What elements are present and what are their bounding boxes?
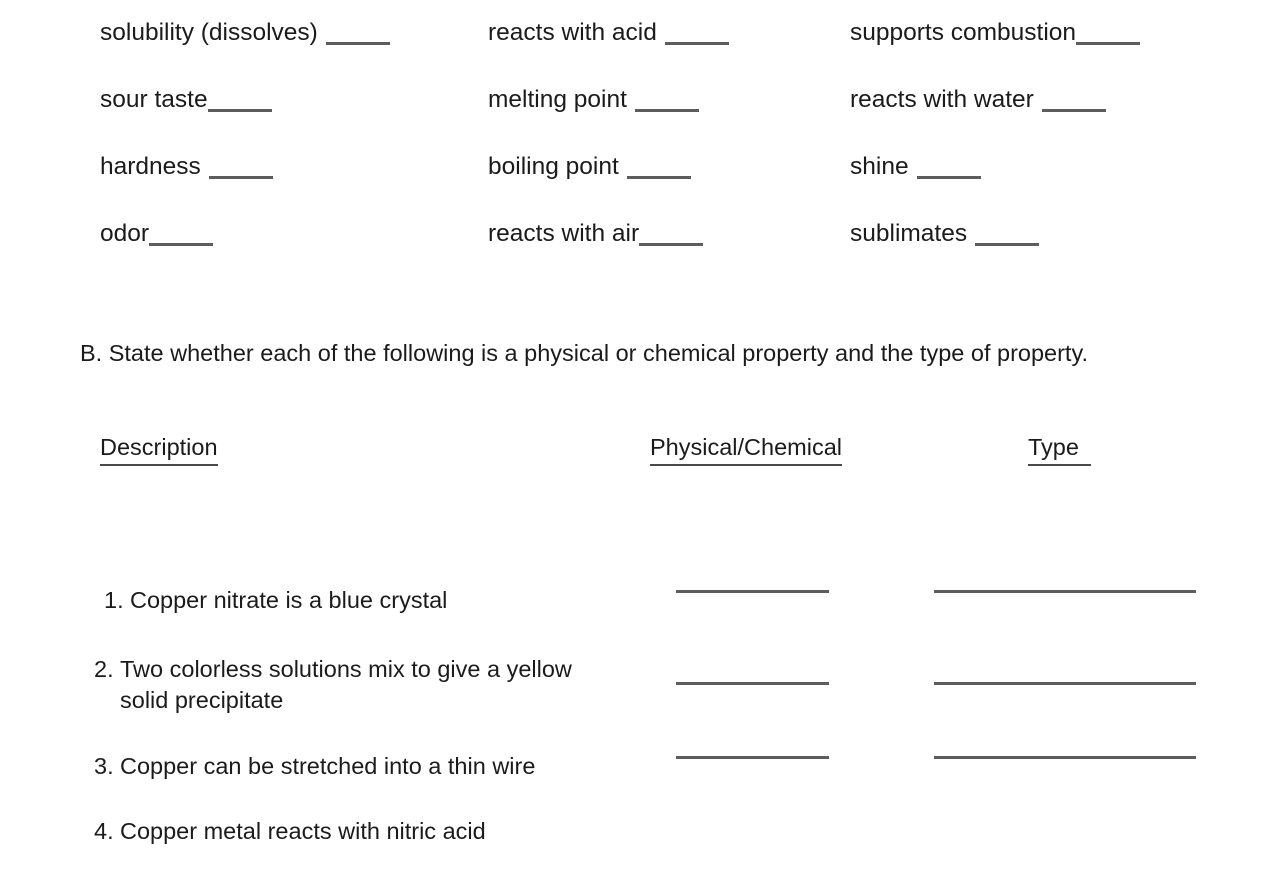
answer-blank-hardness[interactable] [209,176,273,179]
row-description-text: Two colorless solutions mix to give a yellow solid precipitate [120,656,572,713]
property-label: reacts with acid [488,19,657,46]
row-description [94,785,486,878]
section-b-prompt: B. State whether each of the following is a physical or chemical property and the type of property. [80,340,1088,366]
answer-blank-supports-combustion[interactable] [1076,42,1140,45]
property-label: shine [850,153,909,180]
property-item-reacts-with-acid [488,16,850,50]
answer-blank-sublimates[interactable] [975,243,1039,246]
row-description-text: Copper metal reacts with nitric acid [120,818,486,844]
property-label: supports combustion [850,19,1077,46]
row-number: 2. [94,656,114,682]
property-item-hardness [100,150,488,184]
answer-blank-boiling-point[interactable] [627,176,691,179]
answer-blank-shine[interactable] [917,176,981,179]
property-row [100,83,1220,150]
answer-blank-type-1[interactable] [934,590,1196,593]
property-label: solubility (dissolves) [100,19,318,46]
answer-blank-type-3[interactable] [934,756,1196,759]
property-row [100,150,1220,217]
column-header-physical-chemical: Physical/Chemical [650,432,842,466]
properties-table [0,432,1278,844]
property-label: reacts with air [488,220,640,247]
answer-blank-reacts-with-water[interactable] [1042,109,1106,112]
property-item-boiling-point [488,150,850,184]
property-row [100,217,1220,284]
column-header-description: Description [100,432,218,466]
table-header-row [0,432,1278,482]
property-label: reacts with water [850,86,1034,113]
property-row [100,16,1220,83]
answer-blank-sour-taste[interactable] [208,109,272,112]
column-header-type: Type [1028,432,1091,466]
property-label: sour taste [100,86,208,113]
row-description-text: Copper nitrate is a blue crystal [130,587,448,613]
row-number: 4. [94,818,114,844]
property-item-odor [100,217,488,251]
answer-blank-reacts-with-air[interactable] [639,243,703,246]
property-item-shine [850,150,1220,184]
answer-blank-physical-chemical-2[interactable] [676,682,829,685]
row-description-text: Copper can be stretched into a thin wire [120,753,536,779]
property-label: boiling point [488,153,619,180]
property-item-sour-taste [100,83,488,117]
property-item-reacts-with-air [488,217,850,251]
property-item-melting-point [488,83,850,117]
property-item-supports-combustion [850,16,1220,50]
answer-blank-solubility[interactable] [326,42,390,45]
property-checklist [100,16,1220,284]
property-label: sublimates [850,220,968,247]
property-item-solubility [100,16,488,50]
property-item-reacts-with-water [850,83,1220,117]
property-label: hardness [100,153,201,180]
row-number: 3. [94,753,114,779]
property-label: melting point [488,86,627,113]
answer-blank-reacts-with-acid[interactable] [665,42,729,45]
property-item-sublimates [850,217,1220,251]
property-label: odor [100,220,150,247]
answer-blank-physical-chemical-1[interactable] [676,590,829,593]
answer-blank-physical-chemical-3[interactable] [676,756,829,759]
answer-blank-melting-point[interactable] [635,109,699,112]
row-number: 1. [104,587,124,613]
answer-blank-odor[interactable] [149,243,213,246]
answer-blank-type-2[interactable] [934,682,1196,685]
